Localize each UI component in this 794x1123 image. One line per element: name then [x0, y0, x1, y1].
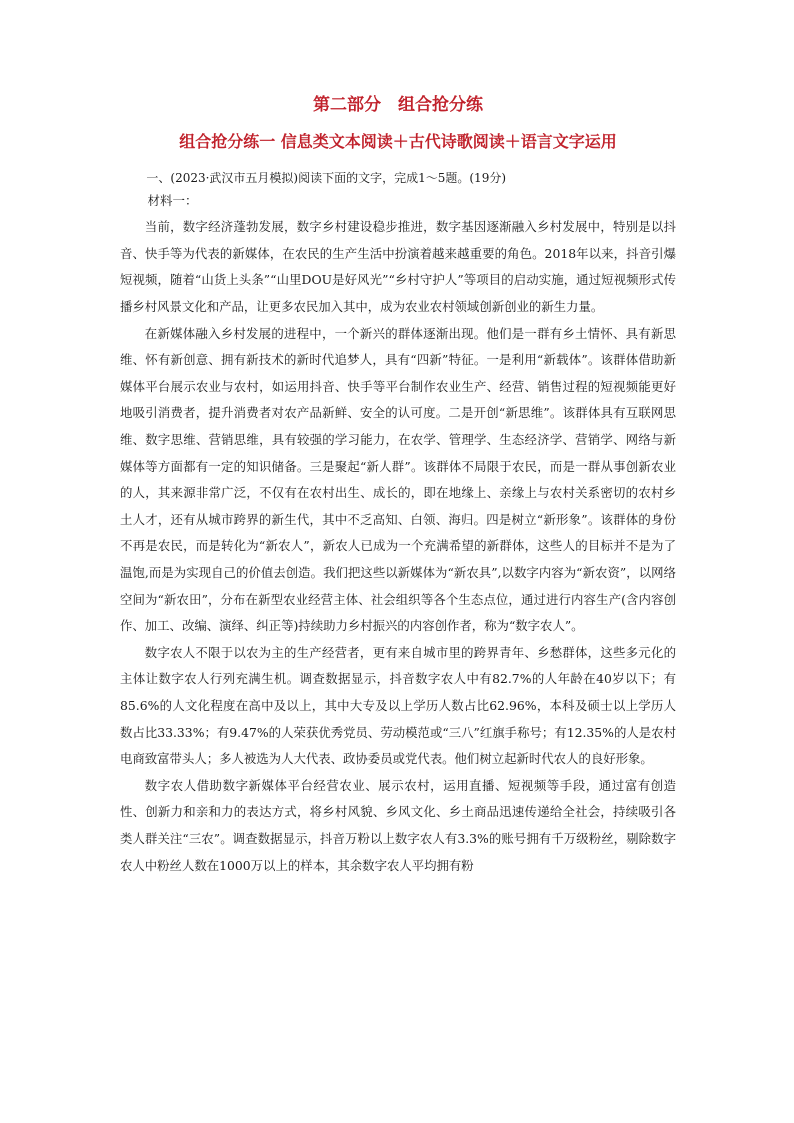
paragraph: 数字农人不限于以农为主的生产经营者，更有来自城市里的跨界青年、乡愁群体，这些多元化的主体让数字农人行列充满生机。调查数据显示，抖音数字农人中有82.7%的人年龄在40岁以下；有85.6%的人文化程度在高中及以上，其中大专及以上学历人数占比62.96%，本科及硕士以上学历人数占比33.33%；有9.47%的人荣获优秀党员、劳动模范或“三八”红旗手称号；有12.35%的人是农村电商致富带头人；多人被选为人大代表、政协委员或党代表。他们树立起新时代农人的良好形象。: [120, 644, 676, 767]
section-title: 组合抢分练一 信息类文本阅读＋古代诗歌阅读＋语言文字运用: [179, 132, 617, 151]
paragraph: 数字农人借助数字新媒体平台经营农业、展示农村，运用直播、短视频等手段，通过富有创造性、创新力和亲和力的表达方式，将乡村风貌、乡风文化、乡土商品迅速传递给全社会，持续吸引各类人群关注“三农”。调查数据显示，抖音万粉以上数字农人有3.3%的账号拥有千万级粉丝，剔除数字农人中粉丝人数在1000万以上的样本，其余数字农人平均拥有粉: [120, 777, 676, 873]
material-label: 材料一：: [147, 193, 198, 209]
question-intro: 一、(2023·武汉市五月模拟)阅读下面的文字，完成1～5题。(19分): [146, 171, 507, 186]
paragraph: 当前，数字经济蓬勃发展，数字乡村建设稳步推进，数字基因逐渐融入乡村发展中，特别是以抖音、快手等为代表的新媒体，在农民的生产生活中扮演着越来越重要的角色。2018年以来，抖音引爆短视频，随着“山货上头条”“山里DOU是好风光”“乡村守护人”等项目的启动实施，通过短视频形式传播乡村风景文化和产品，让更多农民加入其中，成为农业农村领域创新创业的新生力量。: [120, 219, 676, 315]
paragraph: 在新媒体融入乡村发展的进程中，一个新兴的群体逐渐出现。他们是一群有乡土情怀、具有新思维、怀有新创意、拥有新技术的新时代追梦人，具有“四新”特征。一是利用“新载体”。该群体借助新媒体平台展示农业与农村，如运用抖音、快手等平台制作农业生产、经营、销售过程的短视频能更好地吸引消费者，提升消费者对农产品新鲜、安全的认可度。二是开创“新思维”。该群体具有互联网思维、数字思维、营销思维，具有较强的学习能力，在农学、管理学、生态经济学、营销学、网络与新媒体等方面都有一定的知识储备。三是聚起“新人群”。该群体不局限于农民，而是一群从事创新农业的人，其来源非常广泛，不仅有在农村出生、成长的，即在地缘上、亲缘上与农村关系密切的农村乡土人才，还有从城市跨界的新生代，其中不乏高知、白领、海归。四是树立“新形象”。该群体的身份不再是农民，而是转化为“新农人”，新农人已成为一个充满希望的新群体，这些人的目标并不是为了温饱,而是为实现自己的价值去创造。我们把这些以新媒体为“新农具”,以数字内容为“新农资”，以网络空间为“新农田”，分布在新型农业经营主体、社会组织等各个生态点位，通过进行内容生产(含内容创作、加工、改编、演绎、纠正等)持续助力乡村振兴的内容创作者，称为“数字农人”。: [120, 325, 676, 634]
part-title: 第二部分 组合抢分练: [313, 95, 483, 115]
document-content: [120, 92, 676, 879]
